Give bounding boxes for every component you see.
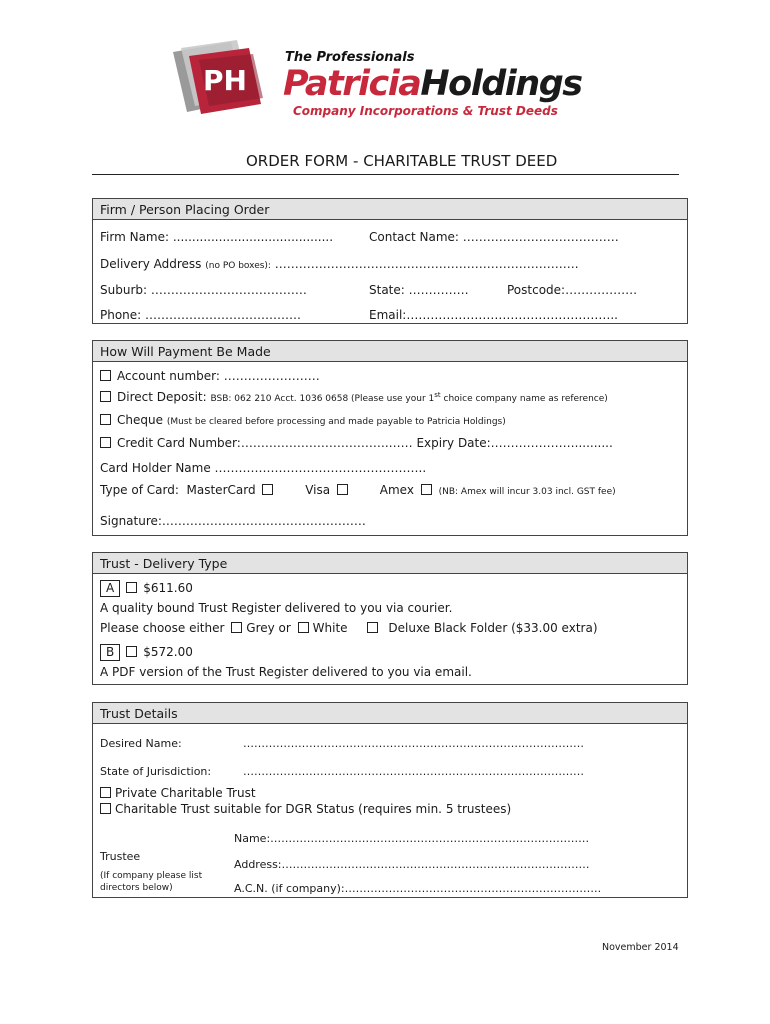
amex-checkbox[interactable] [421, 484, 432, 495]
account-number-label: Account number: …………………… [117, 369, 320, 383]
visa-checkbox[interactable] [337, 484, 348, 495]
cheque-checkbox[interactable] [100, 414, 111, 425]
deluxe-checkbox[interactable] [367, 622, 378, 633]
private-trust-option[interactable] [100, 786, 256, 800]
option-b-letter: B [100, 644, 120, 661]
card-holder-field[interactable]: Card Holder Name …………………………………………….. [100, 461, 427, 475]
desired-name-label: Desired Name: [100, 737, 182, 750]
trustee-note-1: (If company please list [100, 871, 203, 881]
amex-note: (NB: Amex will incur 3.03 incl. GST fee) [438, 487, 616, 497]
payment-section-heading: How Will Payment Be Made [93, 341, 687, 362]
visa-label: Visa [305, 483, 331, 497]
option-a-letter: A [100, 580, 120, 597]
option-a-row[interactable] [100, 580, 193, 597]
desired-name-field[interactable]: ………………………………………………………………………………… [243, 737, 584, 750]
title-divider [92, 174, 679, 175]
dgr-trust-label: Charitable Trust suitable for DGR Status (requires min. 5 trustees) [115, 802, 512, 816]
brand-part-1: Patricia [283, 64, 421, 104]
dgr-trust-checkbox[interactable] [100, 803, 111, 814]
logo-mark-letters: PH [203, 64, 247, 97]
logo-tagline-top: The Professionals [285, 50, 415, 65]
jurisdiction-field[interactable]: ………………………………………………………………………………… [243, 765, 584, 778]
trust-details-heading: Trust Details [93, 703, 687, 724]
delivery-type-section [92, 552, 688, 685]
amex-label: Amex [379, 483, 414, 497]
mastercard-label: MasterCard [186, 483, 256, 497]
account-number-checkbox[interactable] [100, 370, 111, 381]
direct-deposit-label: Direct Deposit: [117, 390, 207, 404]
payment-section [92, 340, 688, 536]
option-b-price: $572.00 [143, 645, 193, 659]
option-a-price: $611.60 [143, 581, 193, 595]
delivery-address-label: Delivery Address [100, 257, 202, 271]
option-a-checkbox[interactable] [126, 582, 137, 593]
state-field[interactable]: State: …………… [369, 283, 469, 297]
trustee-label: Trustee [100, 850, 141, 863]
direct-deposit-option[interactable] [100, 390, 608, 404]
firm-section [92, 198, 688, 324]
trustee-acn-field[interactable]: A.C.N. (if company):……………………………………………………………. [234, 882, 602, 895]
direct-deposit-details: BSB: 062 210 Acct. 1036 0658 (Please use your 1st choice company name as reference) [210, 391, 608, 404]
trust-details-section [92, 702, 688, 898]
grey-label: Grey [246, 621, 275, 635]
delivery-address-dots: …………………………………………………………………. [274, 257, 579, 271]
card-type-label: Type of Card: [100, 483, 179, 497]
phone-field[interactable]: Phone: ………………………………… [100, 308, 302, 322]
dgr-trust-option[interactable] [100, 802, 511, 816]
folder-colour-row [100, 621, 598, 635]
logo-tagline-bottom: Company Incorporations & Trust Deeds [293, 104, 558, 118]
direct-deposit-checkbox[interactable] [100, 391, 111, 402]
document-title: ORDER FORM - CHARITABLE TRUST DEED [246, 152, 558, 170]
credit-card-label: Credit Card Number:……………………………….…… Expiry Date:………………….......... [117, 436, 613, 450]
or-label: or [278, 621, 291, 635]
logo-brand-name [283, 64, 582, 104]
contact-name-field[interactable]: Contact Name: ………………………………… [369, 230, 619, 244]
company-logo [165, 38, 615, 128]
credit-card-option[interactable] [100, 436, 613, 450]
firm-section-heading: Firm / Person Placing Order [93, 199, 687, 220]
delivery-address-note: (no PO boxes): [205, 261, 271, 271]
white-label: White [312, 621, 348, 635]
trustee-address-field[interactable]: Address:………………………………………………………………………… [234, 858, 590, 871]
cheque-note: (Must be cleared before processing and made payable to Patricia Holdings) [166, 417, 506, 427]
deluxe-label: Deluxe Black Folder ($33.00 extra) [388, 621, 598, 635]
brand-part-2: Holdings [420, 64, 582, 104]
suburb-field[interactable]: Suburb: ………………………………… [100, 283, 307, 297]
mastercard-checkbox[interactable] [262, 484, 273, 495]
signature-field[interactable]: Signature:…………………………………………… [100, 514, 366, 528]
cheque-option[interactable] [100, 413, 506, 427]
white-checkbox[interactable] [298, 622, 309, 633]
ph-logo-mark-icon [165, 38, 275, 118]
cheque-label: Cheque [117, 413, 163, 427]
grey-checkbox[interactable] [231, 622, 242, 633]
option-b-row[interactable] [100, 644, 193, 661]
postcode-field[interactable]: Postcode:……………… [507, 283, 638, 297]
delivery-address-field[interactable] [100, 257, 579, 271]
firm-name-field[interactable]: Firm Name: .......................................... [100, 230, 334, 244]
account-number-option[interactable] [100, 369, 320, 383]
email-field[interactable]: Email:…………………………………………….. [369, 308, 618, 322]
delivery-type-heading: Trust - Delivery Type [93, 553, 687, 574]
trustee-name-field[interactable]: Name:…………………………………………………………………………… [234, 832, 590, 845]
option-b-description: A PDF version of the Trust Register delivered to you via email. [100, 665, 472, 679]
jurisdiction-label: State of Jurisdiction: [100, 765, 212, 778]
footer-date: November 2014 [602, 942, 679, 953]
choose-label: Please choose either [100, 621, 225, 635]
option-b-checkbox[interactable] [126, 646, 137, 657]
option-a-description: A quality bound Trust Register delivered to you via courier. [100, 601, 453, 615]
private-trust-checkbox[interactable] [100, 787, 111, 798]
trustee-note-2: directors below) [100, 883, 173, 893]
card-type-row [100, 483, 616, 497]
private-trust-label: Private Charitable Trust [115, 786, 256, 800]
credit-card-checkbox[interactable] [100, 437, 111, 448]
